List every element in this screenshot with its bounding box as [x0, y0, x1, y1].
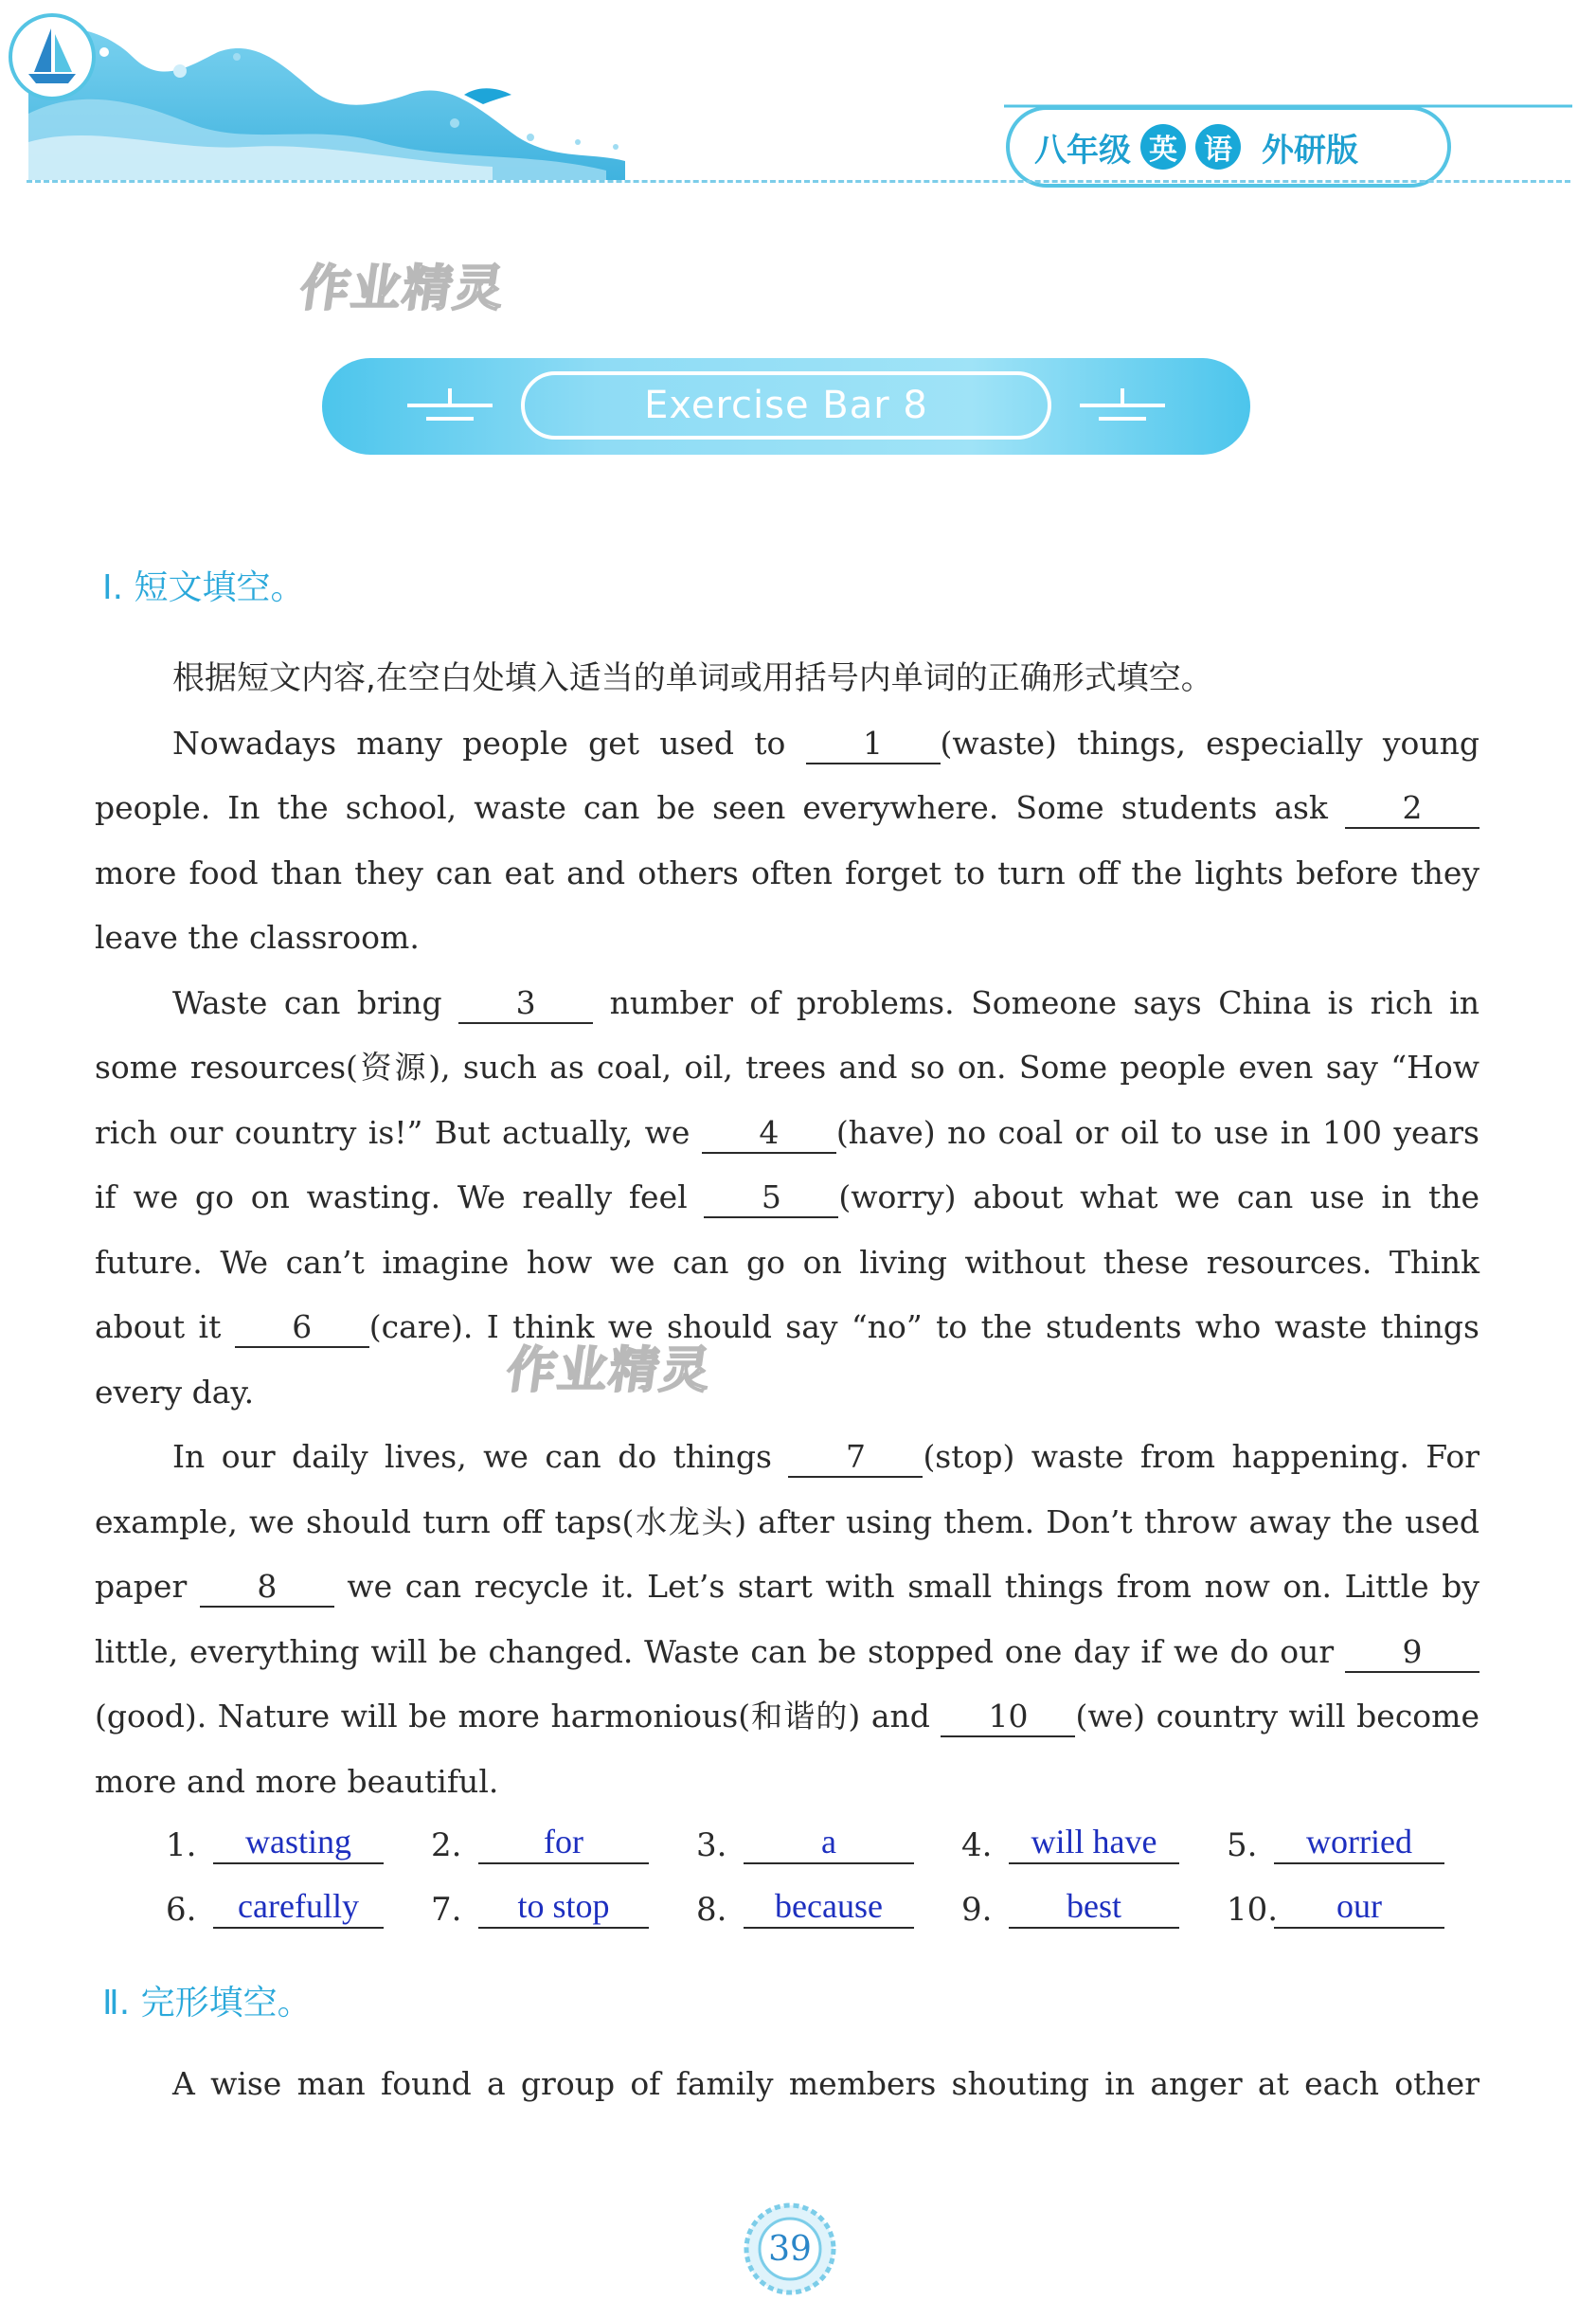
answer-value: carefully — [213, 1885, 384, 1929]
banner-title: Exercise Bar 8 — [521, 371, 1051, 440]
answer-item: 6. carefully — [166, 1885, 431, 1929]
answer-item: 9. best — [961, 1885, 1227, 1929]
banner-right-ornament-icon — [1080, 385, 1165, 428]
edition-label: 外研版 — [1262, 131, 1358, 170]
answer-item: 3. a — [696, 1821, 961, 1864]
blank-8: 8 — [200, 1568, 334, 1608]
answer-value: to stop — [478, 1885, 649, 1929]
grade-label: 八年级 — [1034, 131, 1131, 170]
passage-paragraph-3: In our daily lives, we can do things 7 (stop) waste from happening. For example, we should turn off taps(水龙头) after using them. Don’t throw away the used paper 8 we can recycle it. Let’s start with small things from now on. Little by little, everything will be changed. Waste can be stopped one day if we do our 9(good). Nature will be more harmonious(和谐的) and 10 (we) country will become more and more beautiful. — [95, 1438, 1479, 1800]
section-1-heading: Ⅰ. 短文填空。 — [102, 568, 305, 607]
blank-3: 3 — [458, 984, 593, 1024]
grade-badge — [1034, 123, 1358, 171]
section-2-passage — [95, 2052, 1479, 2117]
answer-item: 10. our — [1227, 1885, 1492, 1929]
header-divider — [27, 180, 1570, 183]
blank-9: 9 — [1345, 1633, 1479, 1673]
answer-value: our — [1274, 1885, 1444, 1929]
answer-value: best — [1009, 1885, 1179, 1929]
answer-row-2 — [166, 1864, 1492, 1929]
page-number: 39 — [768, 2229, 812, 2269]
watermark-logo-top: 作业精灵 — [296, 261, 510, 317]
answer-row-1 — [166, 1800, 1492, 1864]
answer-value: because — [744, 1885, 914, 1929]
blank-5: 5 — [704, 1178, 838, 1218]
blank-6: 6 — [235, 1308, 369, 1348]
answer-value: a — [744, 1821, 914, 1864]
blank-1: 1 — [806, 725, 941, 764]
blank-2: 2 — [1345, 789, 1479, 829]
page-number-badge — [741, 2200, 839, 2298]
banner-left-ornament-icon — [407, 385, 493, 428]
page-header — [0, 0, 1596, 189]
answer-item: 8. because — [696, 1885, 961, 1929]
passage-paragraph-2: Waste can bring 3 number of problems. Someone says China is rich in some resources(资源), such as coal, oil, trees and so on. Some people even say “How rich our country is!” But actually, we 4 (have) no coal or oil to use in 100 years if we go on wasting. We really feel 5 (worry) about what we can use in the future. We can’t imagine how we can go on living without these resources. Think about it 6 (care). I think we should say “no” to the students who waste things every day. — [95, 983, 1479, 1411]
answer-value: for — [478, 1821, 649, 1864]
section-1-passage — [95, 646, 1479, 1814]
answer-item: 7. to stop — [431, 1885, 696, 1929]
sailboat-icon — [0, 0, 104, 104]
answer-value: wasting — [213, 1821, 384, 1864]
passage-paragraph-1: Nowadays many people get used to 1 (waste) things, especially young people. In the school, waste can be seen everywhere. Some students ask 2 more food than they can eat and others often forget to turn off the lights before they leave the classroom. — [95, 724, 1479, 956]
answer-item: 2. for — [431, 1821, 696, 1864]
dolphin-icon — [464, 88, 511, 104]
answer-value: will have — [1009, 1821, 1179, 1864]
answer-item: 1. wasting — [166, 1821, 431, 1864]
section-2-heading: Ⅱ. 完形填空。 — [102, 1984, 312, 2022]
blank-7: 7 — [788, 1438, 923, 1478]
blank-10: 10 — [941, 1698, 1075, 1737]
answer-value: worried — [1274, 1821, 1444, 1864]
answer-key — [166, 1800, 1492, 1929]
answer-item: 4. will have — [961, 1821, 1227, 1864]
watermark-logo-middle: 作业精灵 — [503, 1342, 716, 1399]
subject-char-2: 语 — [1195, 124, 1241, 170]
exercise-banner — [322, 358, 1250, 455]
instruction-text: 根据短文内容,在空白处填入适当的单词或用括号内单词的正确形式填空。 — [172, 659, 1213, 697]
passage-paragraph-4: A wise man found a group of family members shouting in anger at each other — [172, 2065, 1479, 2102]
subject-char-1: 英 — [1140, 124, 1186, 170]
blank-4: 4 — [702, 1114, 836, 1154]
answer-item: 5. worried — [1227, 1821, 1492, 1864]
